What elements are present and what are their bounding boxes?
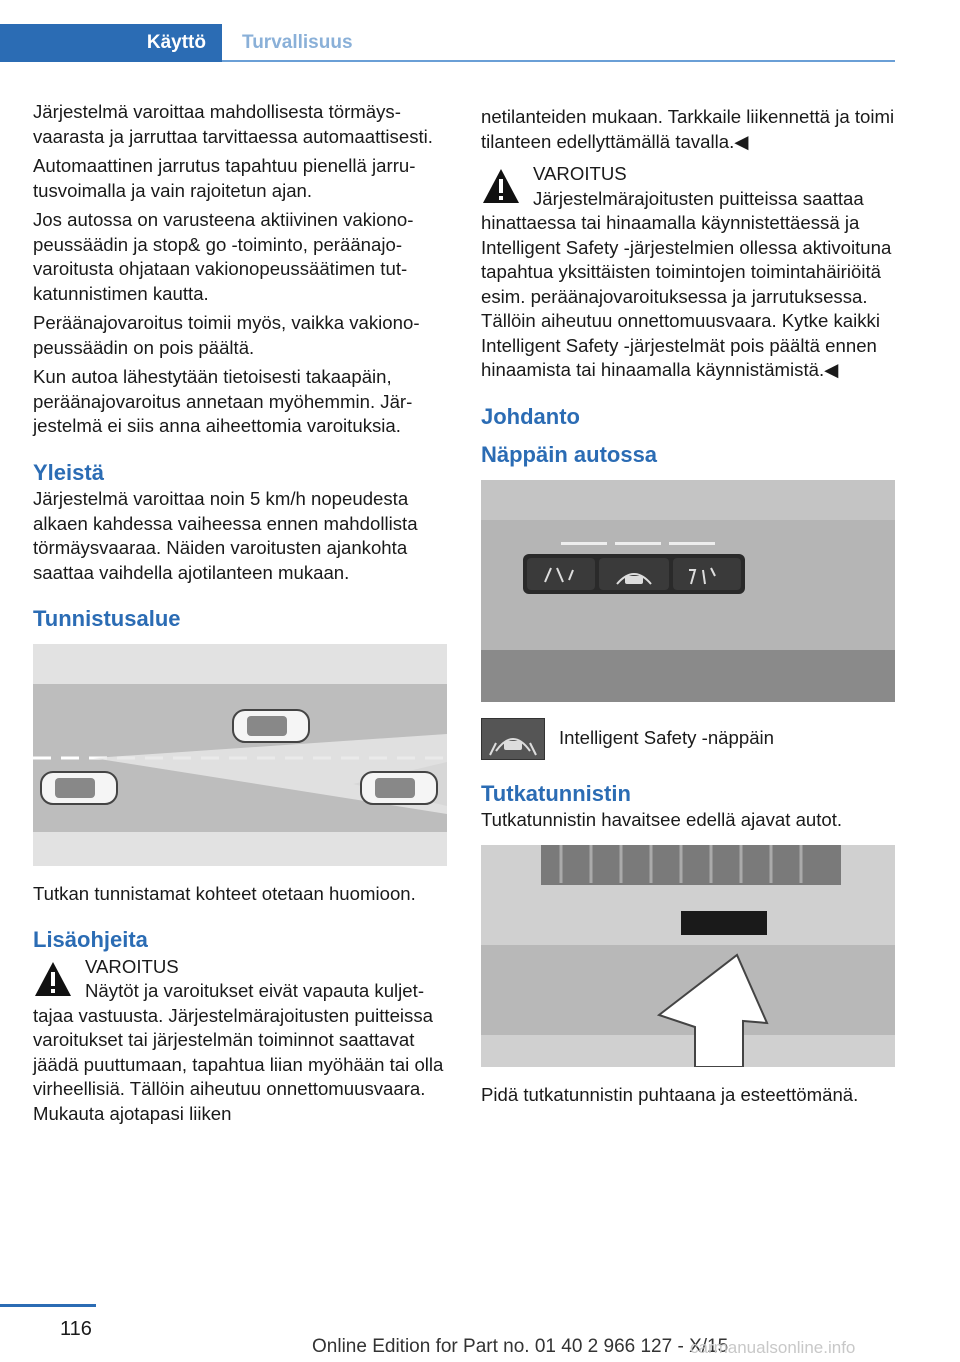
paragraph: Järjestelmä varoittaa noin 5 km/h nopeudesta alkaen kahdessa vaiheessa ennen mahdollista törmäysvaaraa. Näiden varoitusten ajankohta saattaa vaihdella ajotilanteen mukaan. [33, 488, 418, 583]
heading-nappain-autossa: Näppäin autossa [481, 442, 658, 467]
heading-tunnistusalue: Tunnistusalue [33, 606, 181, 631]
buttons-photo [481, 480, 895, 702]
left-column [33, 100, 447, 1126]
button-panel-illustration [481, 480, 895, 702]
header-tabs [0, 24, 895, 62]
footer-rule [0, 1304, 96, 1307]
heading-yleista: Yleistä [33, 459, 104, 485]
paragraph: Automaattinen jarrutus tapahtuu pienellä jarrutusvoimalla ja vain rajoitetun ajan. [33, 155, 416, 201]
page-number: 116 [60, 1318, 92, 1340]
warning-block [33, 955, 447, 1127]
detection-area-illustration [33, 644, 447, 866]
paragraph: Jos autossa on varusteena aktiivinen vakionopeussäädin ja stop& go -toiminto, peräänajovaroitusta ohjataan vakionopeussäätimen tutkatunnistimen kautta. [33, 209, 414, 304]
tab-kaytto[interactable] [0, 24, 222, 62]
car-right-icon [361, 772, 437, 804]
detection-area-figure [33, 644, 447, 866]
paragraph: Kun autoa lähestytään tietoisesti takaapäin, peräänajovaroitus annetaan myöhemmin. Järjestelmä ei siis anna aiheettomia varoituksia. [33, 366, 413, 436]
paragraph: Tutkatunnistin havaitsee edellä ajavat autot. [481, 809, 843, 830]
warning-text: Järjestelmärajoitusten puitteissa saattaa hinattaessa tai hinaamalla käynnistettäessä ja Intelligent Safety -järjestelmien ollessa aktivoituna tapahtua yksittäisten toimintojen toimintahäiriöitä esim. peräänajovaroituksessa ja jarrutuksessa. Tällöin aiheutuu onnettomuusvaara. Kytke kaikki Intelligent Safety -järjestelmät pois päältä ennen hinaamista tai hinaamalla käynnistämistä.◀ [481, 187, 892, 380]
heading-johdanto: Johdanto [481, 403, 580, 429]
paragraph: Pidä tutkatunnistin puhtaana ja esteettömänä. [481, 1083, 859, 1105]
paragraph: Järjestelmä varoittaa mahdollisesta törmäysvaarasta ja jarruttaa tarvittaessa automaattisesti. [33, 101, 433, 147]
paragraph: Tutkan tunnistamat kohteet otetaan huomioon. [33, 882, 416, 904]
warning-title: VAROITUS [533, 163, 627, 184]
lane-key-icon [527, 558, 595, 590]
heading-tutkatunnistin: Tutkatunnistin [481, 780, 631, 806]
key-legend-label: Intelligent Safety -näppäin [559, 727, 775, 749]
paragraph: Peräänajovaroitus toimii myös, vaikka vakionopeussäädin on pois päältä. [33, 312, 420, 358]
warning-text: Näytöt ja varoitukset eivät vapauta kuljettajaa vastuusta. Järjestelmärajoitusten puitteissa varoitukset tai järjestelmän toiminnot saattavat jäädä puuttumaan, tapahtua liian myöhään tai olla virheellisiä. Tällöin aiheutuu onnettomuusvaara. Mukauta ajotapasi liiken [33, 980, 444, 1124]
car-left-icon [41, 772, 117, 804]
paragraph: netilanteiden mukaan. Tarkkaile liikennettä ja toimi tilanteen edellyttämällä tavalla.◀ [481, 106, 895, 152]
radar-sensor-photo [481, 845, 895, 1067]
watermark: carmanualsonline.info [690, 1338, 856, 1357]
radar-sensor-illustration [481, 845, 895, 1067]
warning-triangle-icon [481, 166, 521, 206]
car-top-icon [233, 710, 309, 742]
key-legend [481, 718, 895, 760]
warning-triangle-icon [33, 959, 73, 999]
tab-turvallisuus[interactable]: Turvallisuus [242, 32, 353, 53]
radar-sensor [681, 911, 767, 935]
heading-lisaohjeita: Lisäohjeita [33, 927, 148, 952]
edition-text: Online Edition for Part no. 01 40 2 966 127 - X/15 [312, 1336, 729, 1357]
intelligent-safety-button-icon [481, 718, 545, 760]
warning-title: VAROITUS [85, 955, 179, 977]
night-vision-key-icon [673, 558, 741, 590]
tab-kaytto-label: Käyttö [146, 32, 206, 53]
warning-block [481, 162, 895, 383]
right-column [481, 105, 895, 1112]
header-divider [222, 60, 895, 62]
